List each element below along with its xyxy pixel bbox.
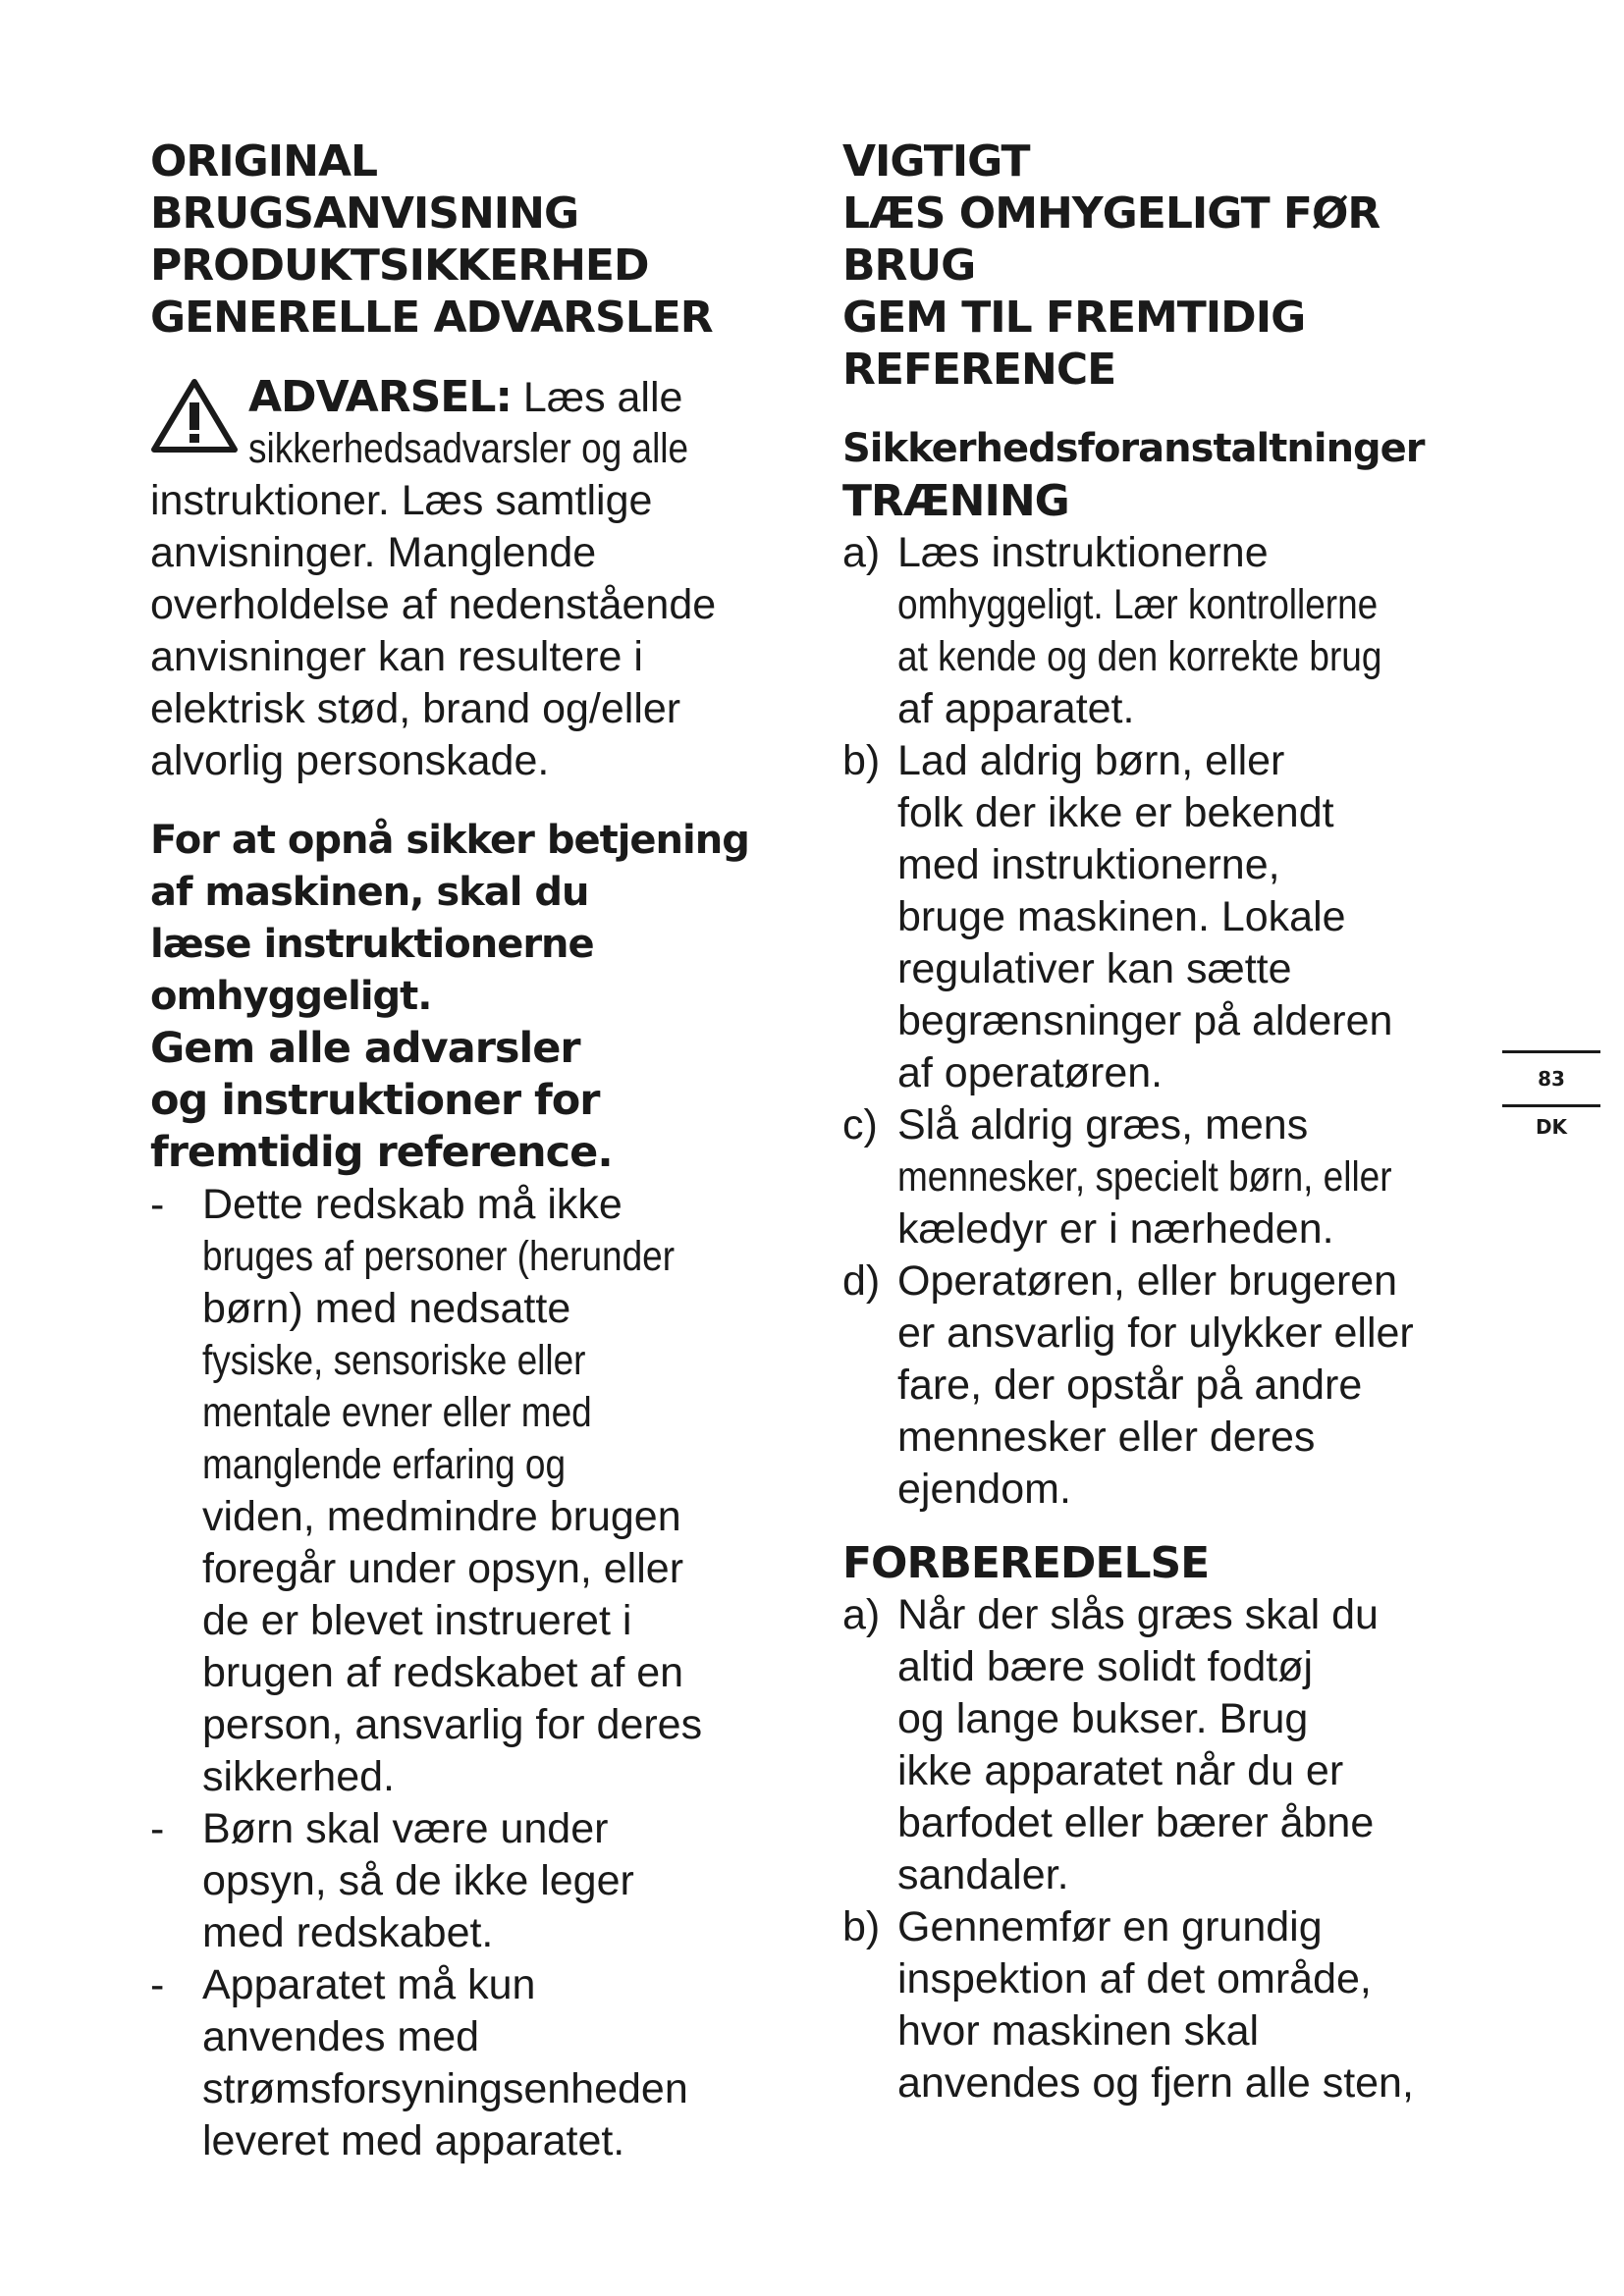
left-heading (150, 135, 818, 344)
list-line: foregår under opsyn, eller (202, 1545, 684, 1592)
bold-line: omhyggeligt. (150, 974, 432, 1019)
warning-text-line: instruktioner. Læs samtlige (150, 477, 653, 524)
list-line: med redskabet. (202, 1909, 494, 1956)
bold-line: fremtidig reference. (150, 1128, 613, 1177)
list-line: barfodet eller bærer åbne (897, 1799, 1375, 1846)
list-item (842, 1255, 1500, 1516)
warning-label: ADVARSEL: (248, 372, 512, 422)
left-column (150, 135, 818, 2167)
list-line: begrænsninger på alderen (897, 997, 1393, 1044)
list-line: Dette redskab må ikke (202, 1181, 623, 1228)
heading-line: BRUGSANVISNING (150, 188, 579, 239)
list-line: viden, medmindre brugen (202, 1493, 681, 1540)
list-item (842, 1901, 1500, 2109)
list-item (842, 735, 1500, 1099)
list-marker: b) (842, 1903, 881, 1950)
list-marker: a) (842, 529, 881, 576)
list-line: mennesker, specielt børn, eller (897, 1153, 1392, 1201)
list-line: sandaler. (897, 1851, 1069, 1898)
warning-text-line: anvisninger kan resultere i (150, 633, 643, 680)
list-line: mennesker eller deres (897, 1414, 1316, 1461)
list-marker: - (150, 1181, 165, 1228)
heading-line: BRUG (842, 240, 976, 291)
heading-line: LÆS OMHYGELIGT FØR (842, 188, 1380, 239)
warning-triangle-icon (150, 377, 239, 455)
list-line: de er blevet instrueret i (202, 1597, 632, 1644)
list-marker: d) (842, 1257, 881, 1305)
warning-first-text: Læs alle (511, 374, 683, 421)
warning-first-line (150, 371, 818, 423)
list-line: Lad aldrig børn, eller (897, 737, 1285, 784)
warning-second-text: sikkerhedsadvarsler og alle (248, 425, 689, 472)
heading-line: VIGTIGT (842, 136, 1030, 187)
list-line: leveret med apparatet. (202, 2117, 625, 2164)
list-item (150, 1959, 818, 2167)
page-side-tab (1502, 1050, 1600, 1147)
list-line: Apparatet må kun (202, 1961, 536, 2008)
list-line: børn) med nedsatte (202, 1285, 571, 1332)
list-line: og lange bukser. Brug (897, 1695, 1309, 1742)
list-line: Operatøren, eller brugeren (897, 1257, 1398, 1305)
list-line: opsyn, så de ikke leger (202, 1857, 634, 1904)
list-line: altid bære solidt fodtøj (897, 1643, 1314, 1690)
heading-line: PRODUKTSIKKERHED (150, 240, 649, 291)
list-marker: b) (842, 737, 881, 784)
list-line: folk der ikke er bekendt (897, 789, 1334, 836)
list-line: fare, der opstår på andre (897, 1362, 1363, 1409)
list-line: at kende og den korrekte brug (897, 633, 1382, 680)
list-marker: c) (842, 1101, 878, 1148)
language-code: DK (1535, 1115, 1568, 1139)
list-line: Børn skal være under (202, 1805, 609, 1852)
list-line: Slå aldrig græs, mens (897, 1101, 1309, 1148)
warning-text-line: anvisninger. Manglende (150, 529, 597, 576)
list-line: kæledyr er i nærheden. (897, 1205, 1334, 1253)
list-line: af apparatet. (897, 685, 1135, 732)
list-line: ejendom. (897, 1466, 1071, 1513)
warning-text-line: elektrisk stød, brand og/eller (150, 685, 681, 732)
warning-text-line: alvorlig personskade. (150, 737, 550, 784)
heading-line: GENERELLE ADVARSLER (150, 293, 713, 343)
list-line: sikkerhed. (202, 1753, 395, 1800)
heading-line: GEM TIL FREMTIDIG (842, 293, 1306, 343)
list-item (842, 1099, 1500, 1255)
safety-subheading: Sikkerhedsforanstaltninger (842, 426, 1425, 471)
list-line: person, ansvarlig for deres (202, 1701, 703, 1748)
list-marker: a) (842, 1591, 881, 1638)
bold-line: Gem alle advarsler (150, 1024, 580, 1073)
list-item (150, 1803, 818, 1959)
list-line: hvor maskinen skal (897, 2007, 1260, 2055)
bold-line: For at opnå sikker betjening (150, 818, 749, 863)
heading-line: REFERENCE (842, 345, 1116, 395)
list-line: ikke apparatet når du er (897, 1747, 1344, 1794)
list-line: bruge maskinen. Lokale (897, 893, 1346, 940)
list-line: med instruktionerne, (897, 841, 1280, 888)
list-item (150, 1179, 818, 1803)
safe-operation-note (150, 815, 818, 1179)
section-title-preparation: FORBEREDELSE (842, 1538, 1210, 1588)
list-marker: - (150, 1961, 165, 2008)
list-line: Gennemfør en grundig (897, 1903, 1323, 1950)
section-title-training: TRÆNING (842, 476, 1069, 526)
warning-block (150, 371, 818, 787)
list-line: mentale evner eller med (202, 1389, 592, 1436)
list-line: anvendes og fjern alle sten, (897, 2059, 1414, 2107)
list-line: bruges af personer (herunder (202, 1233, 676, 1280)
bold-line: og instruktioner for (150, 1076, 600, 1125)
right-column (842, 135, 1500, 2109)
bold-line: læse instruktionerne (150, 922, 594, 967)
list-line: strømsforsyningsenheden (202, 2065, 688, 2112)
list-line: regulativer kan sætte (897, 945, 1292, 992)
list-line: Læs instruktionerne (897, 529, 1269, 576)
list-line: inspektion af det område, (897, 1955, 1372, 2002)
list-marker: - (150, 1805, 165, 1852)
list-line: anvendes med (202, 2013, 480, 2060)
page-number: 83 (1538, 1067, 1565, 1091)
heading-line: ORIGINAL (150, 136, 378, 187)
list-item (842, 1589, 1500, 1901)
list-line: Når der slås græs skal du (897, 1591, 1379, 1638)
right-heading (842, 135, 1500, 396)
list-line: brugen af redskabet af en (202, 1649, 684, 1696)
warning-text-line: overholdelse af nedenstående (150, 581, 717, 628)
list-item (842, 527, 1500, 735)
bold-line: af maskinen, skal du (150, 870, 589, 915)
list-line: manglende erfaring og (202, 1441, 567, 1488)
list-line: omhyggeligt. Lær kontrollerne (897, 581, 1379, 628)
list-line: er ansvarlig for ulykker eller (897, 1309, 1414, 1357)
list-line: fysiske, sensoriske eller (202, 1337, 586, 1384)
list-line: af operatøren. (897, 1049, 1164, 1096)
